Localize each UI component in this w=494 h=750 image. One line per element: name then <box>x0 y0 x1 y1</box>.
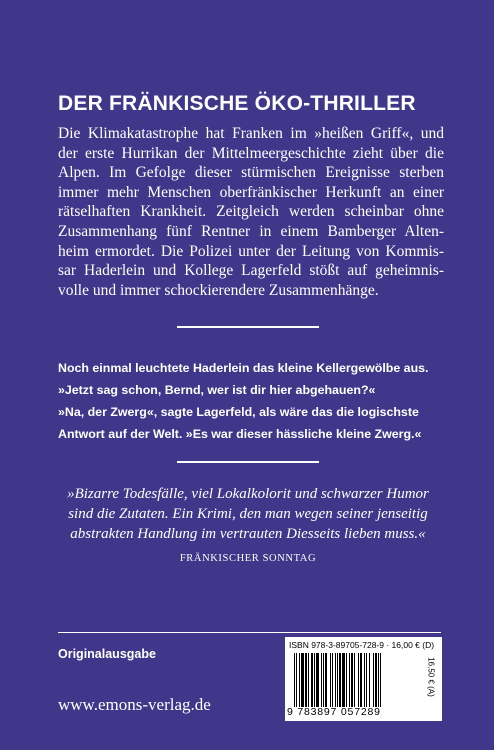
quote-line: »Jetzt sag schon, Bernd, wer ist dir hier abgehauen?« <box>58 383 376 397</box>
edition-label: Originalausgabe <box>58 647 156 661</box>
blurb-line: Die Klimakatastrophe hat Franken im »heißen Griff«, und <box>58 125 444 142</box>
review-line: sind die Zutaten. Ein Krimi, den man wegen seiner jenseitig <box>68 506 428 522</box>
barcode-bar <box>358 653 359 707</box>
barcode-bar <box>296 653 297 707</box>
barcode-bar <box>337 653 338 707</box>
quote-line: »Na, der Zwerg«, sagte Lagerfeld, als wäre das die logischste <box>58 405 419 419</box>
barcode-bar <box>373 653 374 707</box>
blurb-line: der erste Hurrikan der Mittelmeergeschichte zieht über die <box>58 144 444 162</box>
barcode-bar <box>325 653 327 707</box>
review-line: »Bizarre Todesfälle, viel Lokalkolorit und schwarzer Humor <box>67 486 429 502</box>
headline: DER FRÄNKISCHE ÖKO-THRILLER <box>58 92 416 115</box>
barcode-bar <box>330 653 331 707</box>
divider-rule-top <box>177 326 319 328</box>
blurb-line: rätselhaften Krankheit. Zeitgleich werden scheinbar ohne <box>58 203 444 221</box>
barcode-bar <box>332 653 333 707</box>
blurb-line: Zusammenhang fünf Rentner in einem Bamberger Alten- <box>58 222 444 240</box>
divider-rule-middle <box>177 461 319 463</box>
barcode-bar <box>323 653 324 707</box>
excerpt-quote <box>58 357 438 445</box>
barcode-image <box>292 653 422 707</box>
blurb-paragraph <box>58 124 444 300</box>
blurb-line: sar Haderlein und Kollege Lagerfeld stößt auf geheimnis- <box>58 262 444 280</box>
barcode-bar <box>378 653 379 707</box>
barcode-bar <box>342 653 345 707</box>
barcode-bar <box>380 653 381 707</box>
barcode-bar <box>314 653 315 707</box>
barcode-bar <box>364 653 365 707</box>
review-source: FRÄNKISCHER SONNTAG <box>179 553 317 564</box>
barcode-bar <box>335 653 336 707</box>
barcode-bar <box>375 653 377 707</box>
quote-line: Antwort auf der Welt. »Es war dieser hässliche kleine Zwerg.« <box>58 427 422 441</box>
blurb-line: volle und immer schockierendere Zusammenhänge. <box>58 281 379 299</box>
barcode-bar <box>369 653 370 707</box>
price-austria <box>423 647 439 707</box>
barcode-bar <box>366 653 367 707</box>
publisher-website: www.emons-verlag.de <box>58 695 211 714</box>
isbn-label: ISBN 978-3-89705-728-9 · 16,00 € (D) <box>289 640 435 650</box>
footer-rule <box>58 632 441 633</box>
blurb-line: heim ermordet. Die Polizei unter der Leitung von Kommis- <box>58 242 444 260</box>
barcode-bar <box>360 653 362 707</box>
blurb-line: immer mehr Menschen oberfränkischer Herkunft an einer <box>58 183 444 201</box>
quote-line: Noch einmal leuchtete Haderlein das kleine Kellergewölbe aus. <box>58 361 429 375</box>
price-austria-label: 16,50 € (A) <box>426 657 436 697</box>
barcode-bar <box>354 653 355 707</box>
barcode-bar <box>294 653 295 707</box>
barcode-bar <box>299 653 300 707</box>
barcode-bar <box>311 653 313 707</box>
barcode-bar <box>316 653 319 707</box>
review-line: abstrakten Handlung im vertrauten Diesseits lieben muss.« <box>70 526 426 542</box>
barcode-bar <box>346 653 347 707</box>
press-review <box>58 484 438 544</box>
barcode-bar <box>305 653 307 707</box>
barcode-bar <box>351 653 353 707</box>
barcode-bar <box>301 653 304 707</box>
barcode-bar <box>339 653 341 707</box>
barcode-panel <box>285 637 442 721</box>
barcode-digits: 9 783897 057289 <box>287 706 381 718</box>
barcode-bar <box>308 653 309 707</box>
barcode-bar <box>321 653 322 707</box>
barcode-bar <box>349 653 350 707</box>
blurb-line: Alpen. Im Gefolge dieser stürmischen Ereignisse sterben <box>58 164 444 182</box>
